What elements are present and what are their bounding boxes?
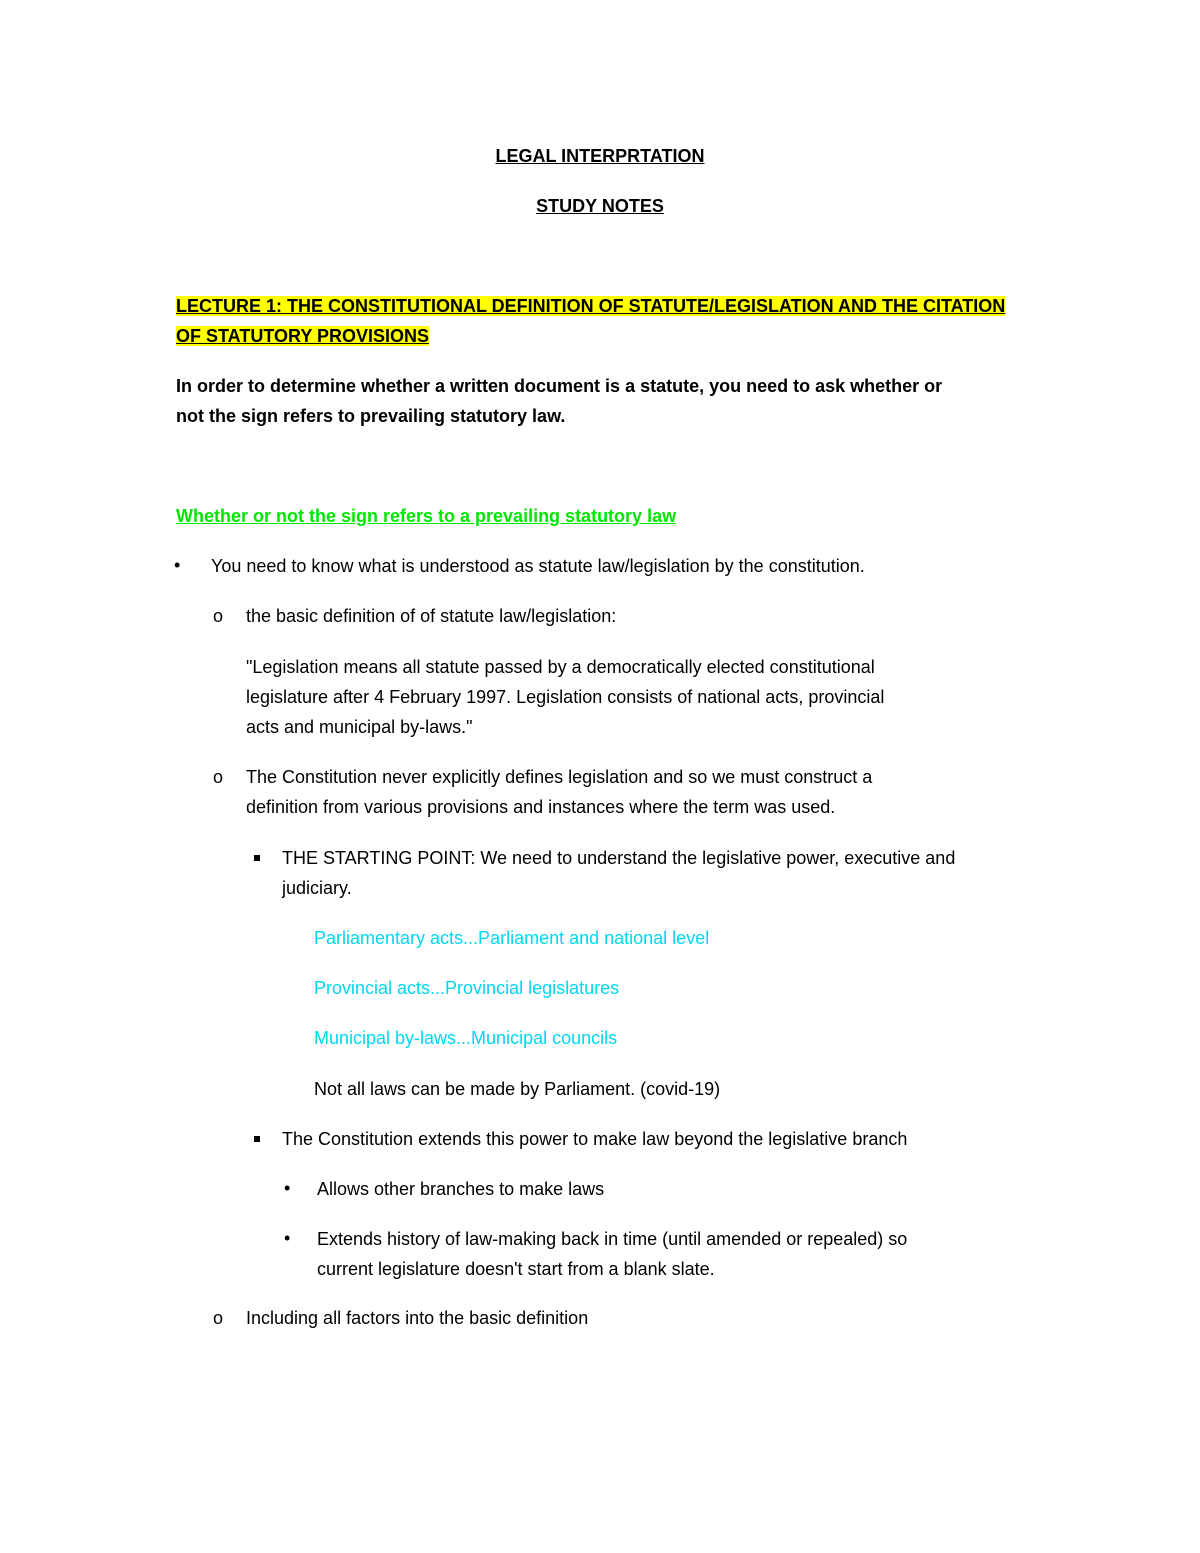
square-bullet-marker xyxy=(254,1136,260,1142)
municipal-bylaws-line: Municipal by-laws...Municipal councils xyxy=(314,1028,618,1048)
bullet-marker: • xyxy=(284,1228,291,1248)
parliamentary-acts-line: Parliamentary acts...Parliament and national level xyxy=(314,928,710,948)
square-item-2: The Constitution extends this power to make law beyond the legislative branch xyxy=(282,1129,908,1149)
bullet-marker: • xyxy=(284,1178,291,1198)
intro-line-1: In order to determine whether a written document is a statute, you need to ask whether or xyxy=(176,376,943,396)
sub-item-2-line-2: definition from various provisions and instances where the term was used. xyxy=(246,797,836,817)
document-subtitle: STUDY NOTES xyxy=(536,196,664,216)
document-title: LEGAL INTERPRTATION xyxy=(495,146,705,166)
sub-item-3: Including all factors into the basic definition xyxy=(246,1308,589,1328)
lecture-heading-line-1 xyxy=(176,291,1005,321)
intro-line-2: not the sign refers to prevailing statutory law. xyxy=(176,406,566,426)
square-item-1-line-1: THE STARTING POINT: We need to understand the legislative power, executive and xyxy=(282,848,956,868)
quote-line-2: legislature after 4 February 1997. Legislation consists of national acts, provincial xyxy=(246,687,885,707)
bullet-item-1: You need to know what is understood as statute law/legislation by the constitution. xyxy=(211,556,865,576)
provincial-acts-line: Provincial acts...Provincial legislatures xyxy=(314,978,620,998)
bullet-marker: • xyxy=(174,555,181,575)
circle-marker: o xyxy=(213,606,224,626)
sub-item-2-line-1: The Constitution never explicitly defines legislation and so we must construct a xyxy=(246,767,873,787)
circle-marker: o xyxy=(213,1308,224,1328)
sub-bullet-1: Allows other branches to make laws xyxy=(317,1179,605,1199)
quote-line-1: "Legislation means all statute passed by a democratically elected constitutional xyxy=(246,657,875,677)
lecture-heading-line-2 xyxy=(176,321,429,351)
parliament-note: Not all laws can be made by Parliament. (covid-19) xyxy=(314,1079,721,1099)
square-item-1-line-2: judiciary. xyxy=(282,878,352,898)
lecture-heading-text-1: LECTURE 1: THE CONSTITUTIONAL DEFINITION OF STATUTE/LEGISLATION AND THE CITATION xyxy=(176,296,1006,316)
sub-bullet-2-line-1: Extends history of law-making back in time (until amended or repealed) so xyxy=(317,1229,908,1249)
lecture-heading-text-2: OF STATUTORY PROVISIONS xyxy=(176,326,430,346)
square-bullet-marker xyxy=(254,855,260,861)
section-heading: Whether or not the sign refers to a prevailing statutory law xyxy=(176,506,677,526)
sub-bullet-2-line-2: current legislature doesn't start from a blank slate. xyxy=(317,1259,715,1279)
sub-item-1: the basic definition of of statute law/legislation: xyxy=(246,606,617,626)
circle-marker: o xyxy=(213,767,224,787)
quote-line-3: acts and municipal by-laws." xyxy=(246,717,473,737)
